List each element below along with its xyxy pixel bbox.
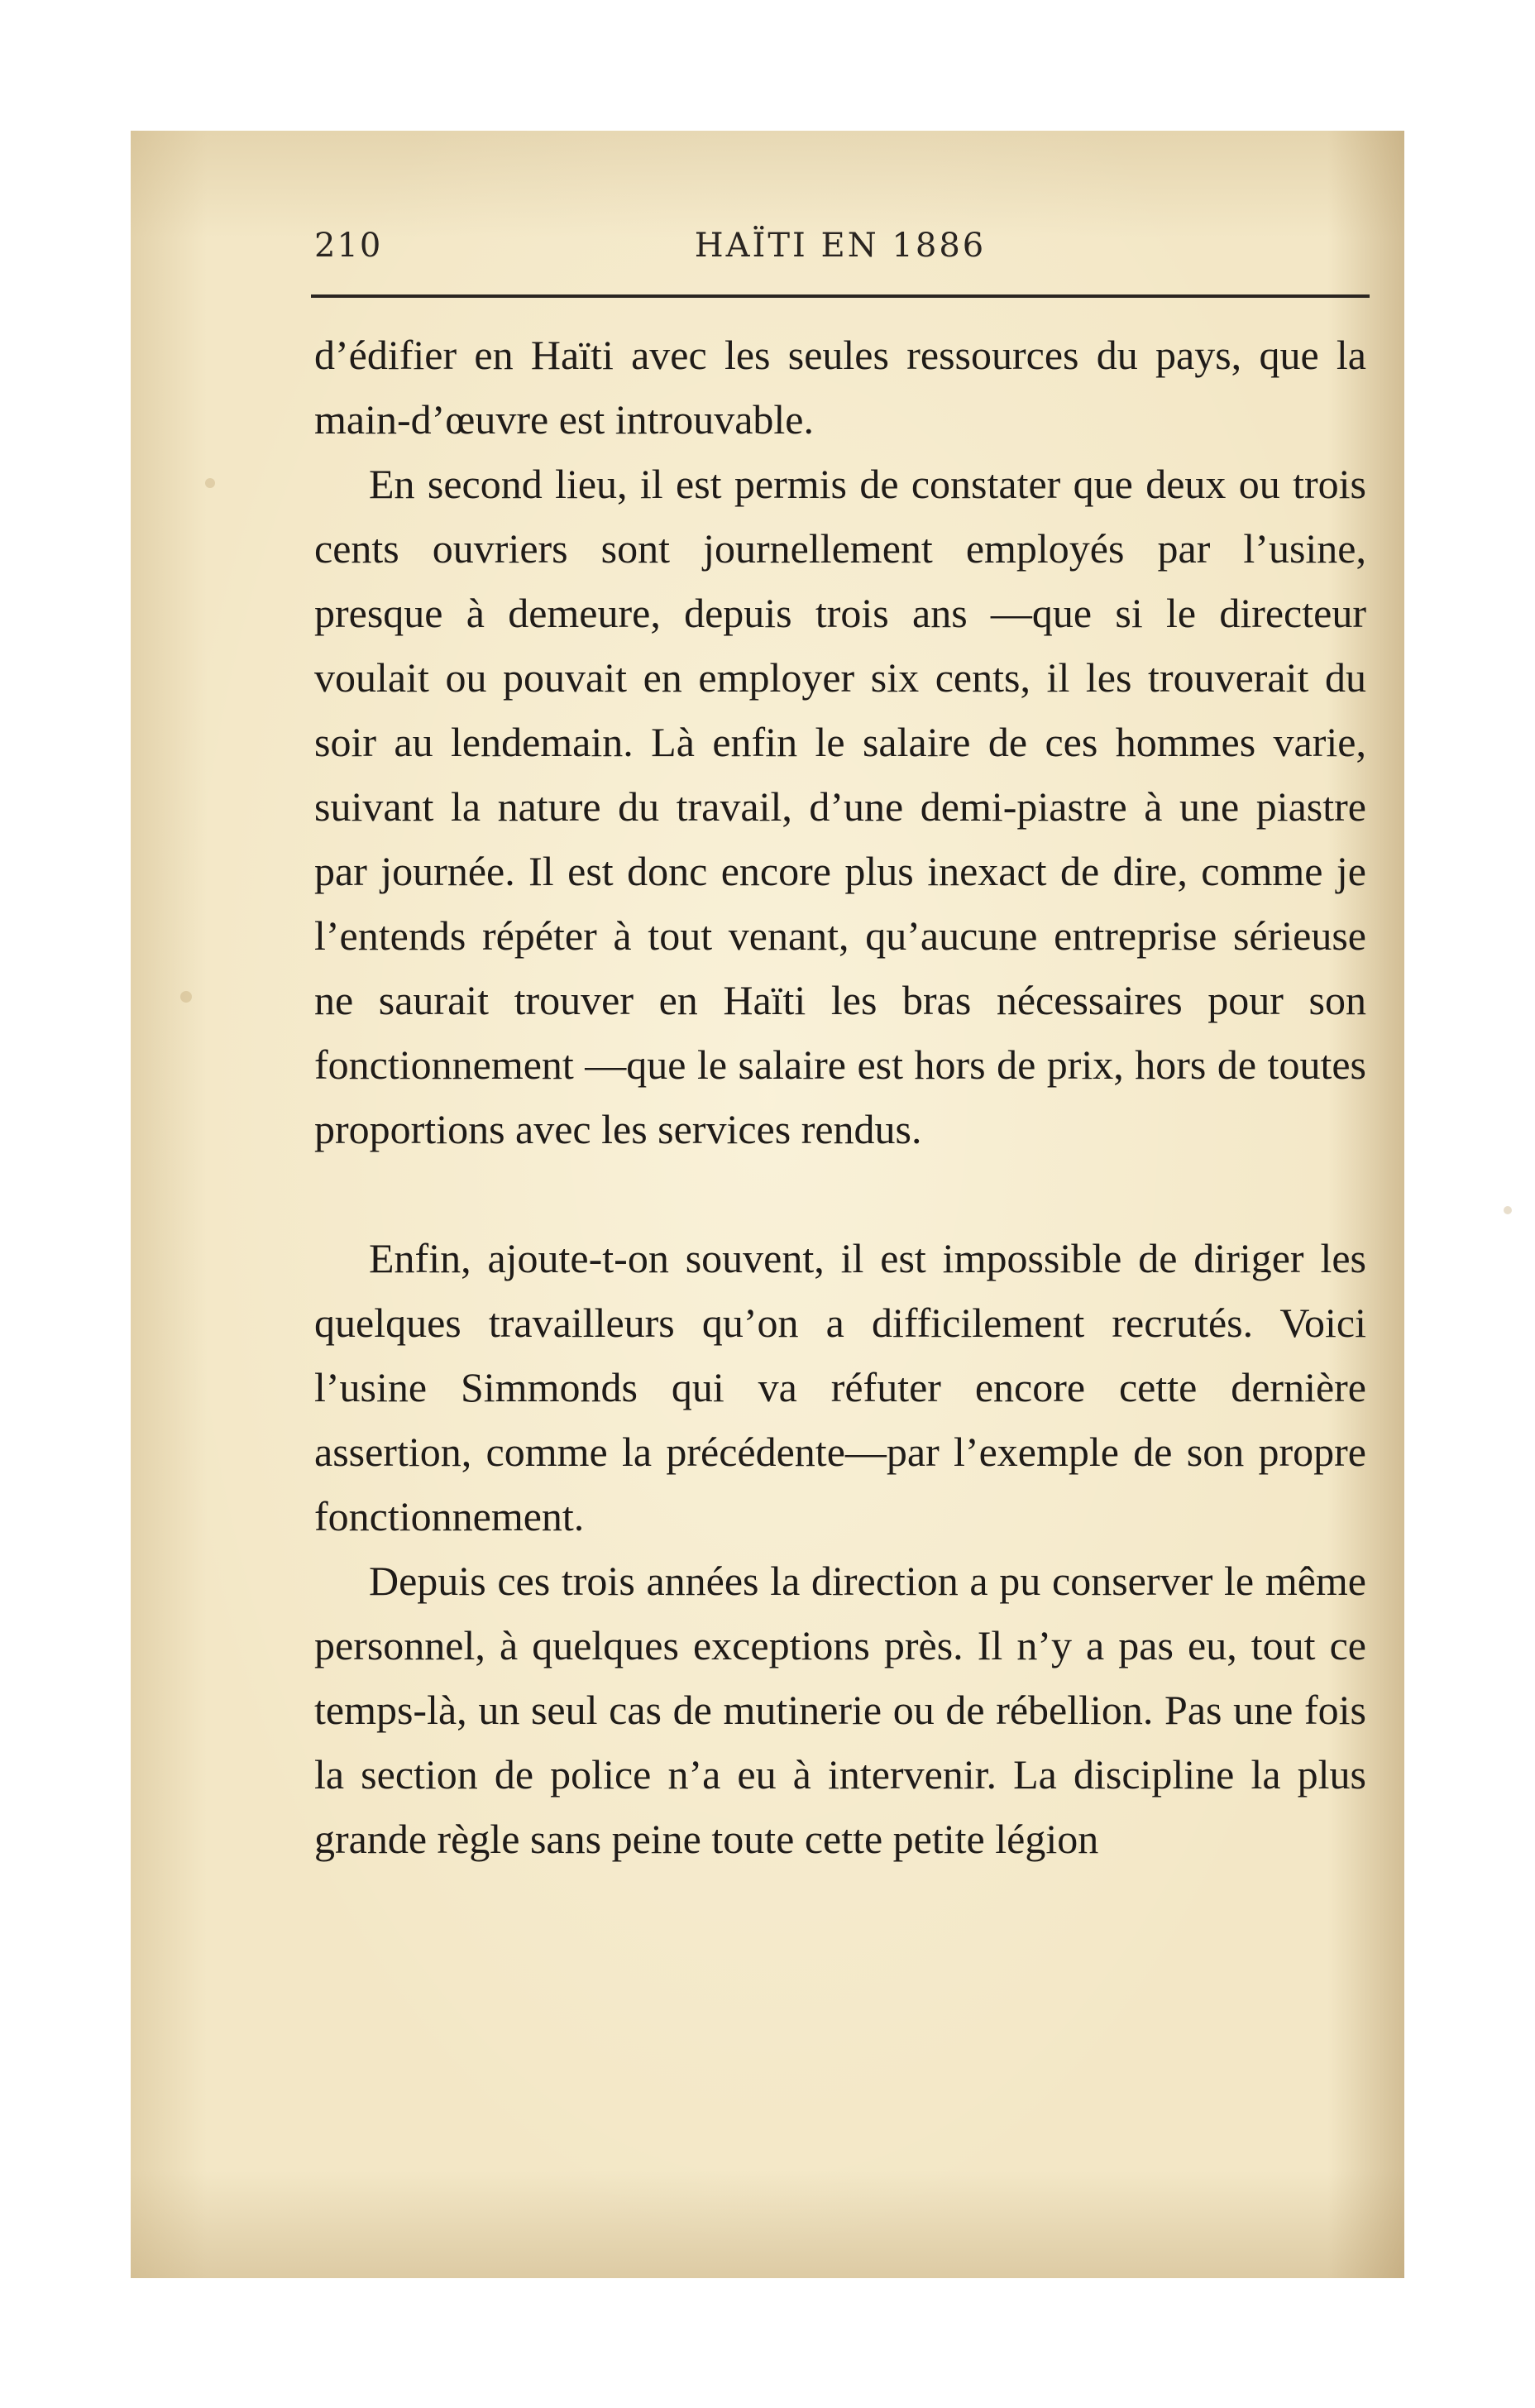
- paper-stain: [180, 991, 192, 1003]
- paragraph: Enfin, ajoute-t-on souvent, il est impossible de diriger les quelques travailleurs qu’on a difficilement recrutés. Voici l’usine Simmonds qui va réfuter encore cette dernière assertion, comme la précédente—par l’exemple de son propre fonctionnement.: [314, 1235, 1366, 1539]
- page-header: [314, 222, 1366, 271]
- paragraph: En second lieu, il est permis de constater que deux ou trois cents ouvriers sont journellement employés par l’usine, presque à demeure, depuis trois ans —que si le directeur voulait ou pouvait en employer six cents, il les trouverait du soir au lendemain. Là enfin le salaire de ces hommes varie, suivant la nature du travail, d’une demi-piastre à une piastre par journée. Il est donc encore plus inexact de dire, comme je l’entends répéter à tout venant, qu’aucune entreprise sérieuse ne saurait trouver en Haïti les bras nécessaires pour son fonctionnement —que le salaire est hors de prix, hors de toutes proportions avec les services rendus.: [314, 461, 1366, 1152]
- paragraph-continued: d’édifier en Haïti avec les seules ressources du pays, que la main-d’œuvre est introuvable.: [314, 332, 1366, 443]
- paper-stain: [1504, 1206, 1512, 1214]
- page-body: [314, 323, 1366, 1871]
- running-head: HAÏTI EN 1886: [694, 227, 987, 265]
- header-rule: [311, 294, 1370, 298]
- paragraph: Depuis ces trois années la direction a pu conserver le même personnel, à quelques exceptions près. Il n’y a pas eu, tout ce temps-là, un seul cas de mutinerie ou de rébellion. Pas une fois la section de police n’a eu à intervenir. La discipline la plus grande règle sans peine toute cette petite légion: [314, 1558, 1366, 1862]
- page-number: 210: [314, 227, 383, 265]
- paper-stain: [205, 478, 215, 488]
